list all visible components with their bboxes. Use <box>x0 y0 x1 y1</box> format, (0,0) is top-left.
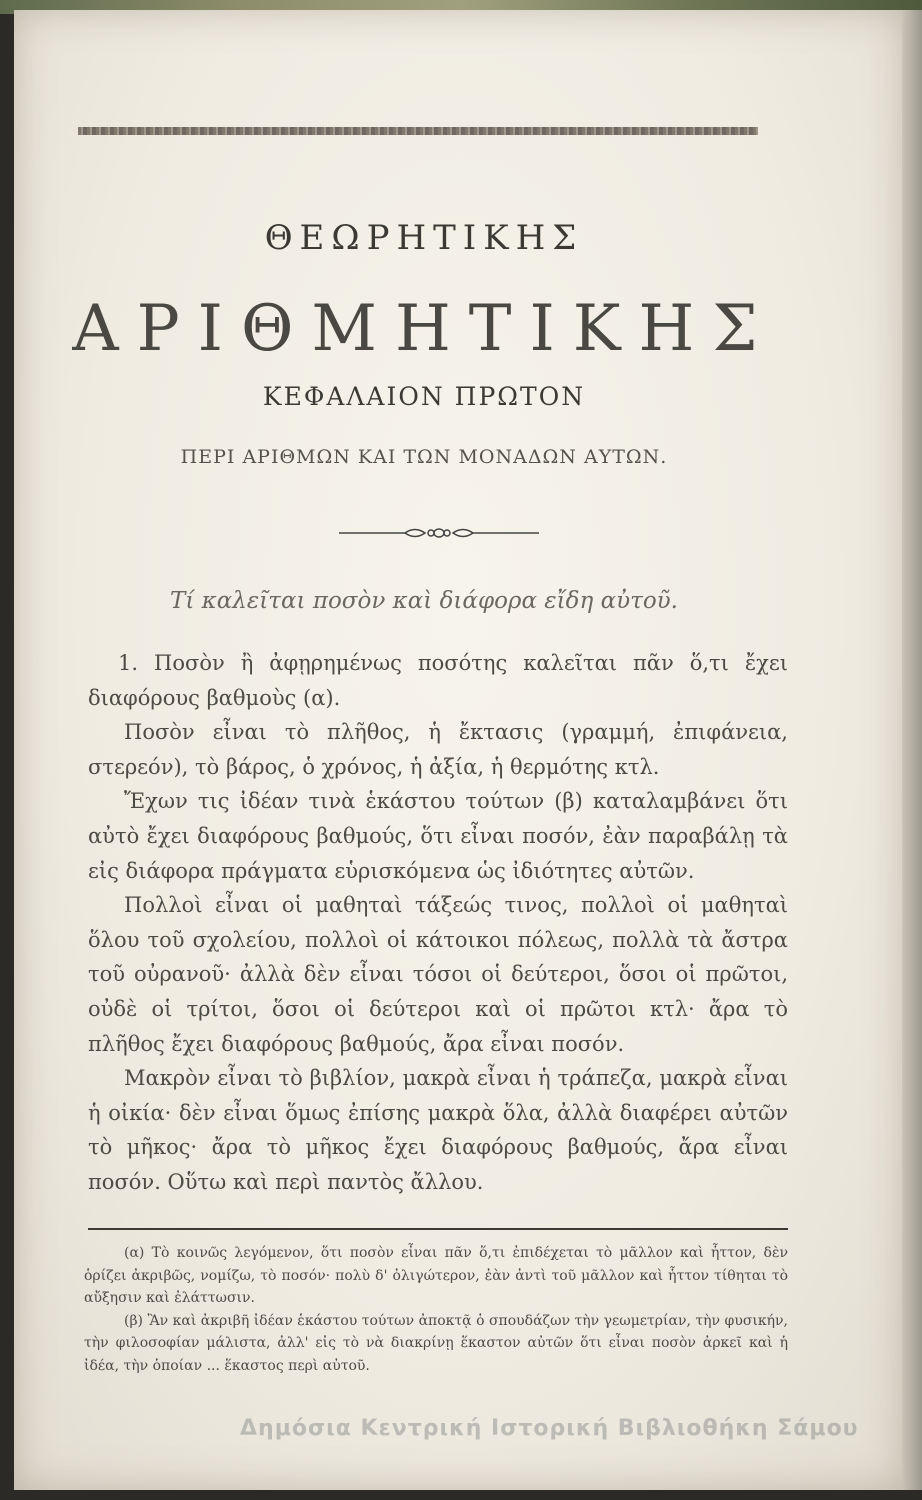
footnote-a: (α) Τὸ κοινῶς λεγόμενον, ὅτι ποσὸν εἶναι πᾶν ὅ,τι ἐπιδέχεται τὸ μᾶλλον καὶ ἧττον, δὲν ὁρίζει ἀκριβῶς, νομίζω, τὸ ποσόν· πολὺ δ' ὀλιγώτερον, ἐὰν ἀντὶ τοῦ μᾶλλον καὶ ἧττον τίθηται τὸ αὔξησιν καὶ ἐλάττωσιν. <box>84 1245 788 1306</box>
footnotes <box>84 1242 788 1377</box>
paragraph-5: Μακρὸν εἶναι τὸ βιβλίον, μακρὰ εἶναι ἡ τράπεζα, μακρὰ εἶναι ἡ οἰκία· δὲν εἶναι ὅμως ἐπίσης μακρὰ ὅλα, ἀλλὰ διαφέρει αὐτῶν τὸ μῆκος· ἄρα τὸ μῆκος ἔχει διαφόρους βαθμούς, ἄρα εἶναι ποσόν. Οὕτω καὶ περὶ παντὸς ἄλλου. <box>88 1066 788 1194</box>
header-ornamental-rule <box>78 127 758 135</box>
footnote-b: (β) Ἂν καὶ ἀκριβῆ ἰδέαν ἑκάστου τούτων ἀποκτᾷ ὁ σπουδάζων τὴν γεωμετρίαν, τὴν φυσικήν, τὴν φιλοσοφίαν μάλιστα, ἀλλ' εἰς τὸ νὰ διακρίνῃ ἕκαστον αὐτῶν ὅτι εἶναι ποσὸν ἀρκεῖ καὶ ἡ ἰδέα, τὴν ὁποίαν ... ἕκαστος περὶ αὐτοῦ. <box>84 1312 788 1374</box>
body-text <box>88 646 788 1200</box>
ornament-divider-icon <box>339 523 539 543</box>
paragraph-4: Πολλοὶ εἶναι οἱ μαθηταὶ τάξεώς τινος, πολλοὶ οἱ μαθηταὶ ὅλου τοῦ σχολείου, πολλοὶ οἱ κάτοικοι πόλεως, πολλὰ τὰ ἄστρα τοῦ οὐρανοῦ· ἀλλὰ δὲν εἶναι τόσοι οἱ δεύτεροι, ὅσοι οἱ πρῶτοι, οὐδὲ οἱ τρίτοι, ὅσοι οἱ δεύτεροι καὶ οἱ πρῶτοι κτλ· ἄρα τὸ πλῆθος ἔχει διαφόρους βαθμούς, ἄρα εἶναι ποσόν. <box>88 893 788 1056</box>
title-line-1: ΘΕΩΡΗΤΙΚΗΣ <box>264 218 584 258</box>
title-line-2: ΑΡΙΘΜΗΤΙΚΗΣ <box>72 292 776 366</box>
paragraph-1: 1. Ποσὸν ἢ ἀφῃρημένως ποσότης καλεῖται πᾶν ὅ,τι ἔχει διαφόρους βαθμοὺς (α). <box>88 651 788 710</box>
paragraph-2: Ποσὸν εἶναι τὸ πλῆθος, ἡ ἔκτασις (γραμμή, ἐπιφάνεια, στερεόν), τὸ βάρος, ὁ χρόνος, ἡ ἀξία, ἡ θερμότης κτλ. <box>88 720 788 779</box>
footnote-rule <box>88 1228 788 1230</box>
paragraph-3: Ἔχων τις ἰδέαν τινὰ ἑκάστου τούτων (β) καταλαμβάνει ὅτι αὐτὸ ἔχει διαφόρους βαθμούς, ὅτι εἶναι ποσόν, ἐὰν παραβάλῃ τὰ εἰς διάφορα πράγματα εὑρισκόμενα ὡς ἰδιότητες αὐτῶν. <box>88 789 788 883</box>
book-page <box>14 10 904 1490</box>
chapter-subtitle: ΠΕΡΙ ΑΡΙΘΜΩΝ ΚΑΙ ΤΩΝ ΜΟΝΑΔΩΝ ΑΥΤΩΝ. <box>180 446 668 468</box>
page-right-edge <box>902 10 922 1490</box>
chapter-title: ΚΕΦΑΛΑΙΟΝ ΠΡΩΤΟΝ <box>262 382 586 411</box>
section-heading: Τί καλεῖται ποσὸν καὶ διάφορα εἴδη αὐτοῦ. <box>170 588 678 614</box>
library-watermark: Δημόσια Κεντρική Ιστορική Βιβλιοθήκη Σάμου <box>240 1416 859 1441</box>
